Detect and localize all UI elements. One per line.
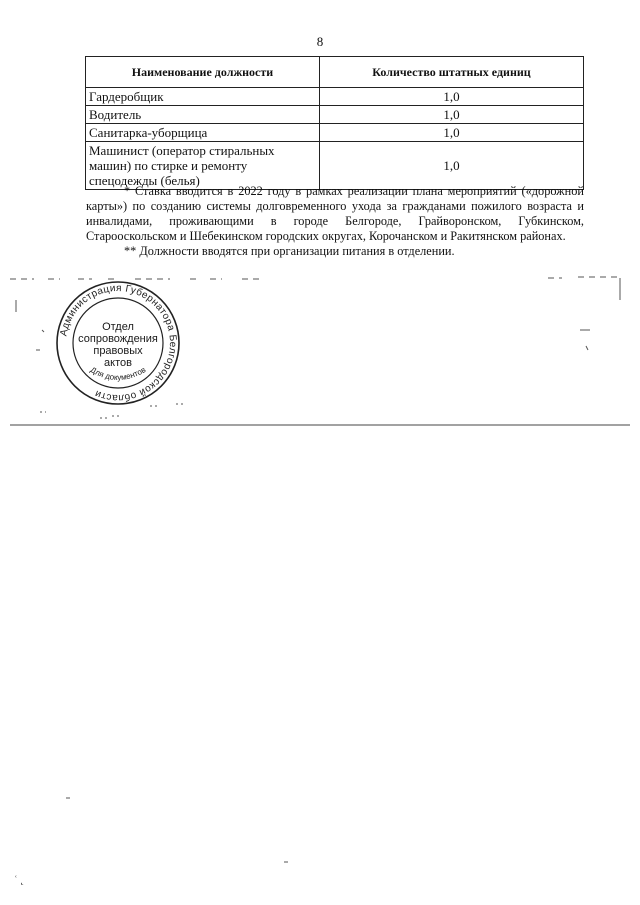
stamp-line: актов	[104, 357, 132, 369]
footnote-roadmap: * Ставка вводится в 2022 году в рамках реализации плана мероприятий («дорожной карты») по созданию системы долговременного ухода за гражданами пожилого возраста и инвалидами, проживающими в городе Белгороде, Грайворонском, Губкинском, Старооскольском и Шебекинском городских округах, Корочанском и Ракитянском районах.	[86, 184, 584, 243]
table-row	[86, 88, 584, 106]
count-cell: 1,0	[320, 142, 584, 190]
count-cell: 1,0	[320, 124, 584, 142]
table-row	[86, 106, 584, 124]
stamp-line: правовых	[93, 345, 143, 357]
column-header-count: Количество штатных единиц	[320, 57, 584, 88]
count-cell: 1,0	[320, 88, 584, 106]
stamp-line: сопровождения	[78, 333, 158, 345]
table-header-row	[86, 57, 584, 88]
position-cell: Гардеробщик	[86, 88, 320, 106]
stamp-ring-text: Администрация Губернатора Белгородской области	[58, 282, 179, 404]
stamp-line: Отдел	[102, 321, 134, 333]
footnotes	[86, 184, 584, 259]
position-cell: Санитарка-уборщица	[86, 124, 320, 142]
corner-mark: ʿ ˛	[14, 874, 25, 886]
stamp-center-text	[55, 321, 181, 369]
position-cell: Водитель	[86, 106, 320, 124]
page-number: 8	[316, 34, 324, 49]
staff-table	[85, 56, 584, 190]
stamp-bottom-text: Для документов	[88, 365, 148, 383]
table-row	[86, 124, 584, 142]
position-cell: Машинист (оператор стиральных машин) по стирке и ремонту спецодежды (белья)	[86, 142, 320, 190]
table-row	[86, 142, 584, 190]
column-header-position: Наименование должности	[86, 57, 320, 88]
footnote-catering: ** Должности вводятся при организации питания в отделении.	[124, 244, 455, 258]
count-cell: 1,0	[320, 106, 584, 124]
